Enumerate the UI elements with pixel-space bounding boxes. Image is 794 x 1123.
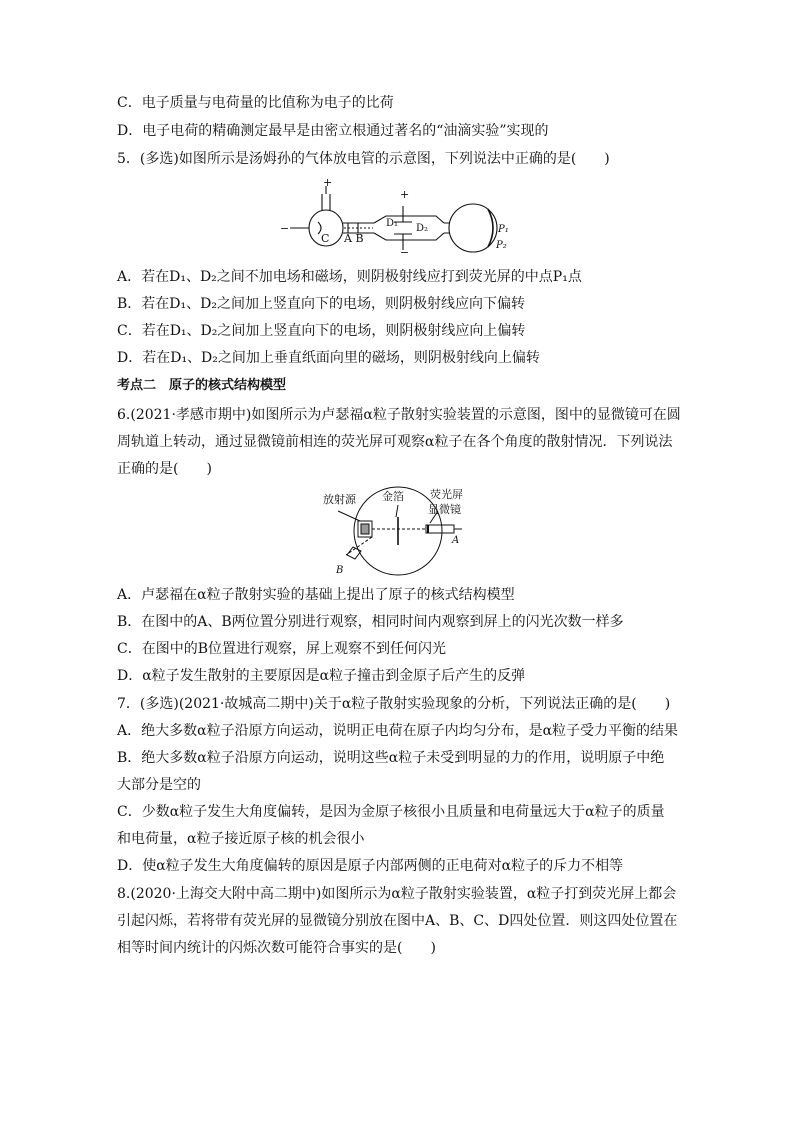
tube-ab-label: A B: [344, 232, 364, 245]
q7-option-d: D．使α粒子发生大角度偏转的原因是原子内部两侧的正电荷对α粒子的斥力不相等: [117, 858, 624, 874]
tube-c-label: C: [321, 232, 330, 245]
q6-stem-line-1: 6.(2021·孝感市期中)如图所示为卢瑟福α粒子散射实验装置的示意图，图中的显微镜可在圆: [117, 407, 681, 423]
q6-option-b: B．在图中的A、B两位置分别进行观察，相同时间内观察到屏上的闪光次数一样多: [117, 614, 624, 630]
q7-option-c-line-1: C．少数α粒子发生大角度偏转，是因为金原子核很小且质量和电荷量远大于α粒子的质量: [117, 804, 665, 820]
q6-option-a: A．卢瑟福在α粒子散射实验的基础上提出了原子的核式结构模型: [117, 587, 515, 603]
tube-p2-label: P₂: [496, 240, 507, 251]
q8-stem-line-1: 8.(2020·上海交大附中高二期中)如图所示为α粒子散射实验装置，α粒子打到荧光屏上都会: [117, 886, 677, 902]
q8-stem-line-3: 相等时间内统计的闪烁次数可能符合事实的是( ): [117, 940, 436, 956]
tube-p1-label: P₁: [498, 224, 509, 235]
microscope-a: [426, 525, 454, 533]
label-foil: 金箔: [382, 490, 404, 503]
tube-d1-label: D₁: [386, 218, 399, 229]
q5-stem: 5．(多选)如图所示是汤姆孙的气体放电管的示意图，下列说法中正确的是( ): [117, 151, 610, 167]
q8-stem-line-2: 引起闪烁，若将带有荧光屏的显微镜分别放在图中A、B、C、D四处位置．则这四处位置在: [117, 913, 678, 929]
q6-stem-line-2: 周轨道上转动，通过显微镜前相连的荧光屏可观察α粒子在各个角度的散射情况．下列说法: [117, 434, 673, 450]
q4-option-c: C．电子质量与电荷量的比值称为电子的比荷: [117, 95, 394, 111]
q7-option-a: A．绝大多数α粒子沿原方向运动，说明正电荷在原子内均匀分布，是α粒子受力平衡的结果: [117, 723, 679, 739]
q7-option-c-line-2: 和电荷量，α粒子接近原子核的机会很小: [117, 831, 365, 847]
fluorescent-screen: [488, 209, 493, 247]
q5-option-a: A．若在D₁、D₂之间不加电场和磁场，则阴极射线应打到荧光屏的中点P₁点: [117, 269, 582, 285]
q6-option-d: D．α粒子发生散射的主要原因是α粒子撞击到金原子后产生的反弹: [117, 668, 526, 684]
q5-option-b: B．若在D₁、D₂之间加上竖直向下的电场，则阴极射线应向下偏转: [117, 296, 525, 312]
section-heading: 考点二 原子的核式结构模型: [117, 378, 287, 393]
q5-option-d: D．若在D₁、D₂之间加上垂直纸面向里的磁场，则阴极射线向上偏转: [117, 350, 540, 366]
label-source: 放射源: [323, 493, 356, 506]
thomson-discharge-tube-figure: [278, 176, 528, 258]
tube-minus-label: −: [280, 222, 290, 235]
tube-plus-2-label: +: [400, 188, 410, 201]
microscope-b: [347, 547, 361, 559]
q7-stem: 7．(多选)(2021·故城高二期中)关于α粒子散射实验现象的分析，下列说法正确的是( ): [117, 696, 671, 712]
q6-stem-line-3: 正确的是( ): [117, 461, 212, 477]
tube-d2-label: D₂: [416, 223, 429, 234]
q6-option-c: C．在图中的B位置进行观察，屏上观察不到任何闪光: [117, 641, 446, 657]
cathode-stem: [322, 194, 330, 211]
q5-option-c: C．若在D₁、D₂之间加上竖直向下的电场，则阴极射线应向上偏转: [117, 323, 526, 339]
label-screen: 荧光屏: [430, 488, 463, 501]
rutherford-scattering-figure: [318, 485, 498, 577]
q7-option-b-line-2: 大部分是空的: [117, 777, 201, 793]
tube-plus-1-label: +: [323, 176, 333, 189]
q7-option-b-line-1: B．绝大多数α粒子沿原方向运动，说明这些α粒子未受到明显的力的作用，说明原子中绝: [117, 750, 665, 766]
label-b: B: [336, 565, 344, 576]
tube-minus-2-label: −: [400, 246, 410, 258]
label-microscope: 显微镜: [428, 503, 461, 516]
label-a: A: [452, 535, 460, 546]
q4-option-d: D．电子电荷的精确测定最早是由密立根通过著名的“油滴实验”实现的: [117, 123, 549, 139]
